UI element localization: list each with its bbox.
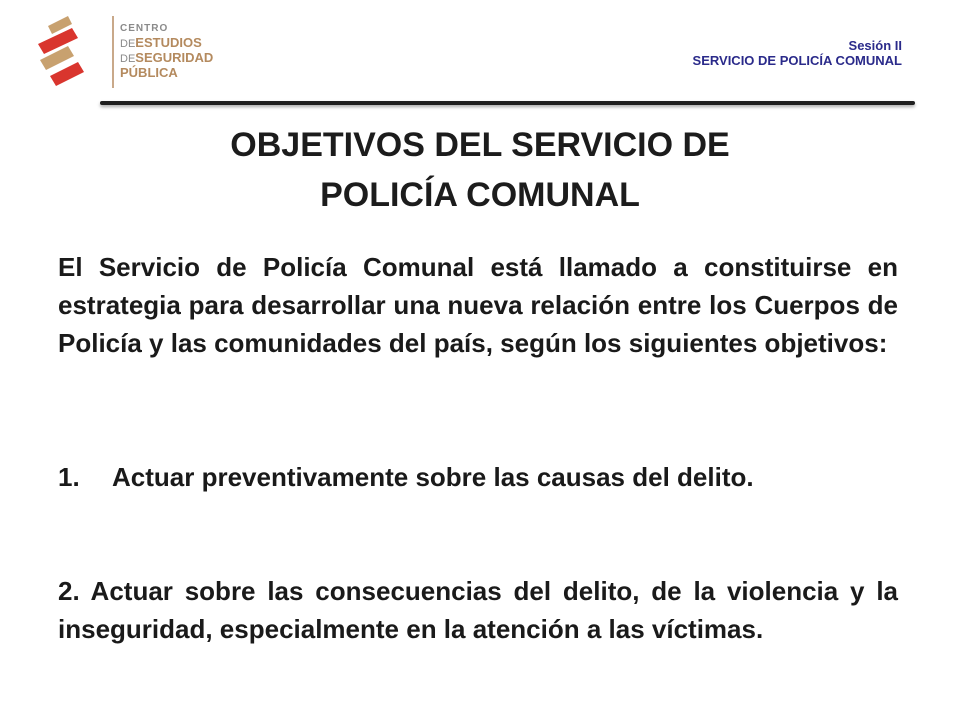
slide-title-line-1: OBJETIVOS DEL SERVICIO DE bbox=[230, 126, 730, 164]
logo-line-2-prefix: DE bbox=[120, 38, 136, 50]
session-label: Sesión II bbox=[848, 38, 902, 53]
csp-logo bbox=[28, 10, 228, 94]
logo-line-2 bbox=[120, 36, 213, 51]
objective-1-number: 1. bbox=[58, 462, 80, 492]
slide-title bbox=[0, 120, 960, 220]
logo-line-3-word: SEGURIDAD bbox=[135, 50, 214, 65]
logo-line-2-word: ESTUDIOS bbox=[135, 35, 202, 50]
objective-2-number: 2. bbox=[58, 576, 80, 606]
logo-line-4: PÚBLICA bbox=[120, 65, 178, 80]
objective-item-2 bbox=[58, 572, 898, 648]
session-title: SERVICIO DE POLICÍA COMUNAL bbox=[692, 53, 902, 68]
intro-paragraph: El Servicio de Policía Comunal está llamado a constituirse en estrategia para desarrollar una nueva relación entre los Cuerpos de Policía y las comunidades del país, según los siguientes objetivos: bbox=[58, 252, 898, 358]
logo-line-3-prefix: DE bbox=[120, 53, 136, 65]
session-header bbox=[693, 38, 902, 68]
logo-line-3 bbox=[120, 51, 213, 66]
logo-line-1: CENTRO bbox=[120, 23, 169, 34]
logo-divider bbox=[112, 16, 114, 88]
header-divider bbox=[100, 101, 915, 105]
logo-mark-icon bbox=[28, 10, 108, 94]
objective-2-text: Actuar sobre las consecuencias del delito, de la violencia y la inseguridad, especialmente en la atención a las víctimas. bbox=[58, 576, 898, 644]
objective-1-text: Actuar preventivamente sobre las causas del delito. bbox=[112, 462, 754, 492]
slide-title-line-2: POLICÍA COMUNAL bbox=[320, 176, 640, 214]
logo-text bbox=[120, 22, 213, 80]
